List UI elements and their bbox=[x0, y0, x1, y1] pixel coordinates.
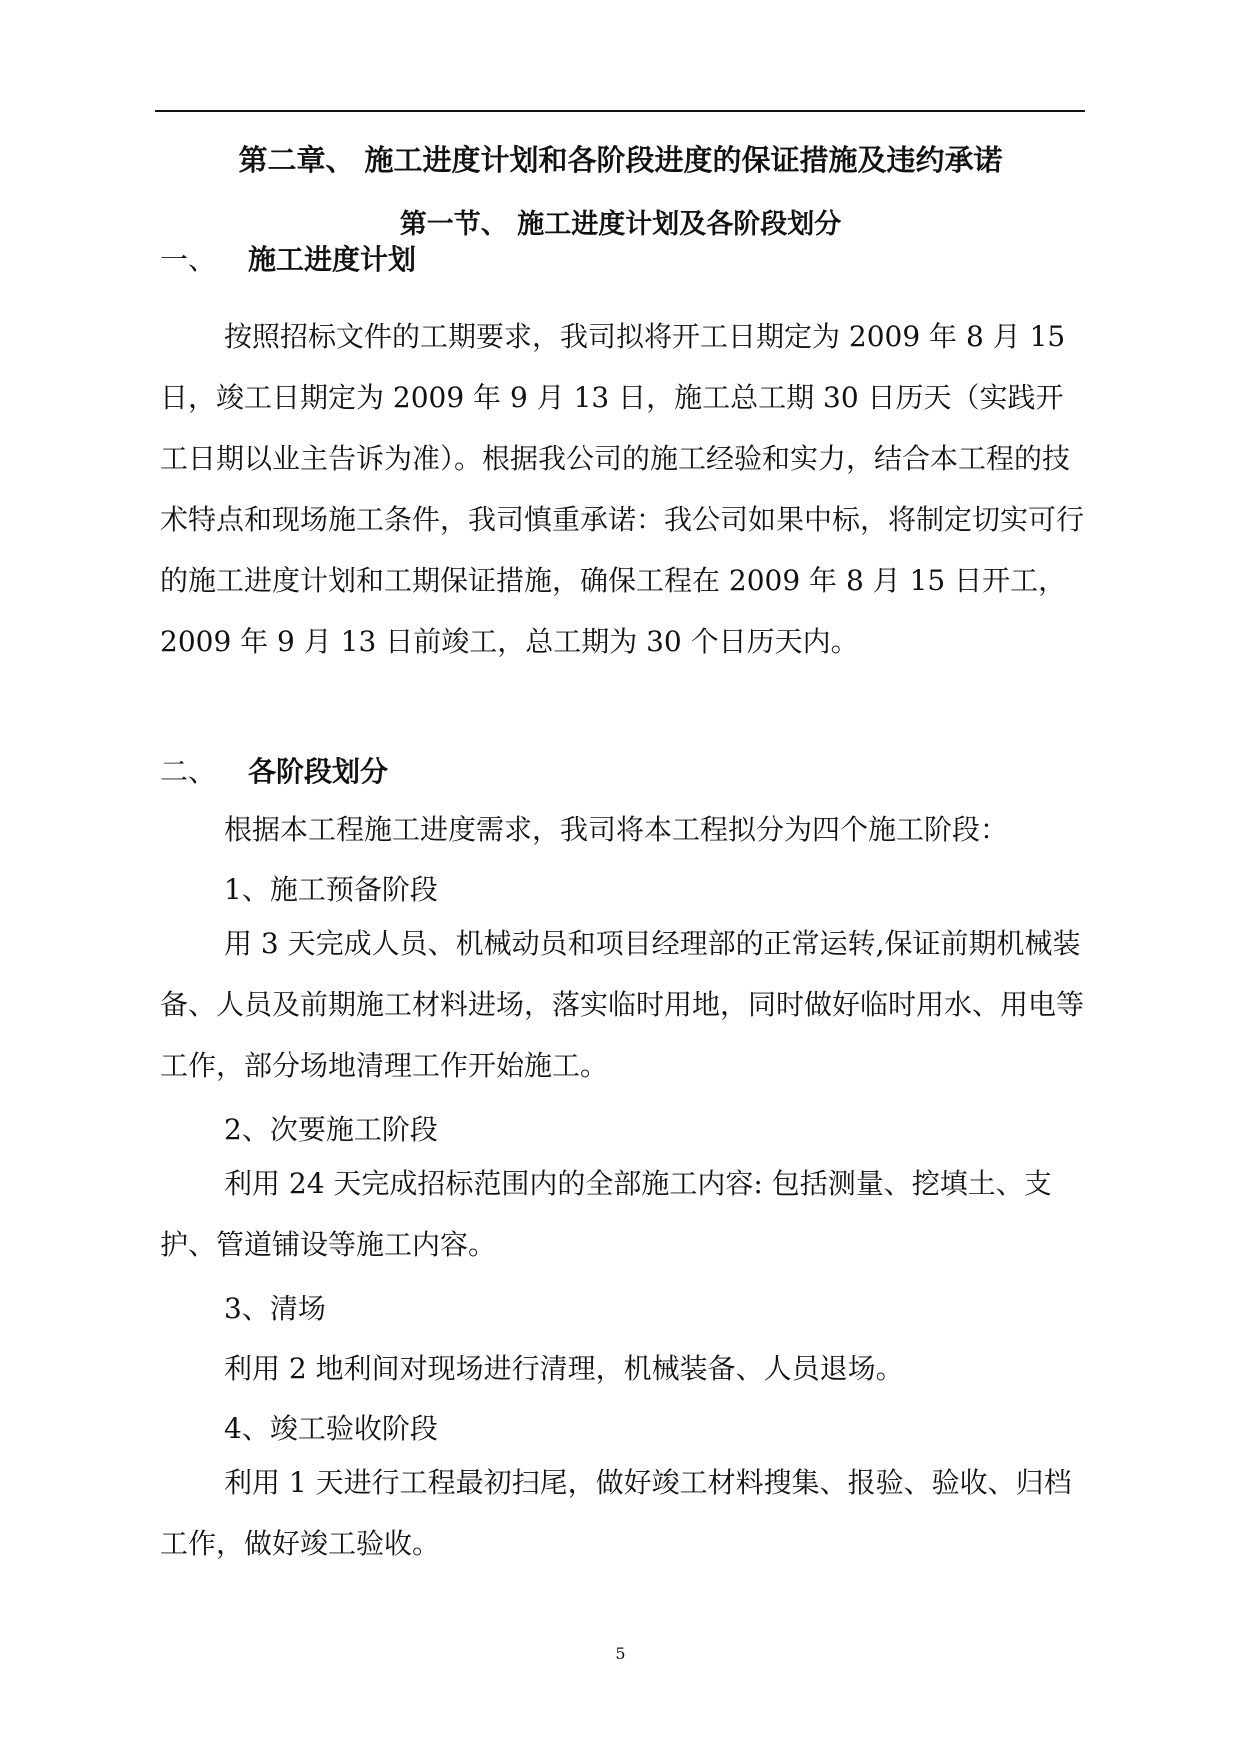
stage1-body: 用 3 天完成人员、机械动员和项目经理部的正常运转,保证前期机械装备、人员及前期施工材料进场，落实临时用地，同时做好临时用水、用电等工作，部分场地清理工作开始施工。 bbox=[160, 927, 1085, 1082]
section-title: 第一节、 施工进度计划及各阶段划分 bbox=[399, 209, 842, 240]
stage3-title: 3、清场 bbox=[224, 1292, 326, 1325]
part1-body: 按照招标文件的工期要求，我司拟将开工日期定为 2009 年 8 月 15 日，竣工日期定为 2009 年 9 月 13 日，施工总工期 30 日历天（实践开工日期以业主告诉为准）。根据我公司的施工经验和实力，结合本工程的技术特点和现场施工条件，我司慎重承诺：我公司如果中标，将制定切实可行的施工进度计划和工期保证措施，确保工程在 2009 年 8 月 15 日开工，2009 年 9 月 13 日前竣工，总工期为 30 个日历天内。 bbox=[160, 320, 1085, 658]
part1-heading bbox=[160, 238, 416, 278]
part2-heading bbox=[160, 750, 388, 790]
stage4-title: 4、竣工验收阶段 bbox=[224, 1412, 438, 1445]
stage3-body: 利用 2 地利间对现场进行清理，机械装备、人员退场。 bbox=[224, 1352, 904, 1385]
stage1-title: 1、施工预备阶段 bbox=[224, 873, 438, 906]
stage4-body: 利用 1 天进行工程最初扫尾，做好竣工材料搜集、报验、验收、归档工作，做好竣工验收。 bbox=[160, 1466, 1072, 1560]
chapter-title: 第二章、 施工进度计划和各阶段进度的保证措施及违约承诺 bbox=[238, 143, 1003, 177]
part2-number: 二、 bbox=[160, 755, 217, 788]
part2-title: 各阶段划分 bbox=[248, 755, 389, 788]
stage2-title: 2、次要施工阶段 bbox=[224, 1113, 438, 1146]
stage2-body: 利用 24 天完成招标范围内的全部施工内容: 包括测量、挖填土、支护、管道铺设等施工内容。 bbox=[160, 1167, 1052, 1261]
part1-title: 施工进度计划 bbox=[248, 243, 417, 276]
page-number: 5 bbox=[615, 1644, 626, 1663]
header-rule bbox=[155, 110, 1085, 112]
part1-number: 一、 bbox=[160, 243, 217, 276]
part2-intro: 根据本工程施工进度需求，我司将本工程拟分为四个施工阶段： bbox=[224, 813, 1009, 846]
